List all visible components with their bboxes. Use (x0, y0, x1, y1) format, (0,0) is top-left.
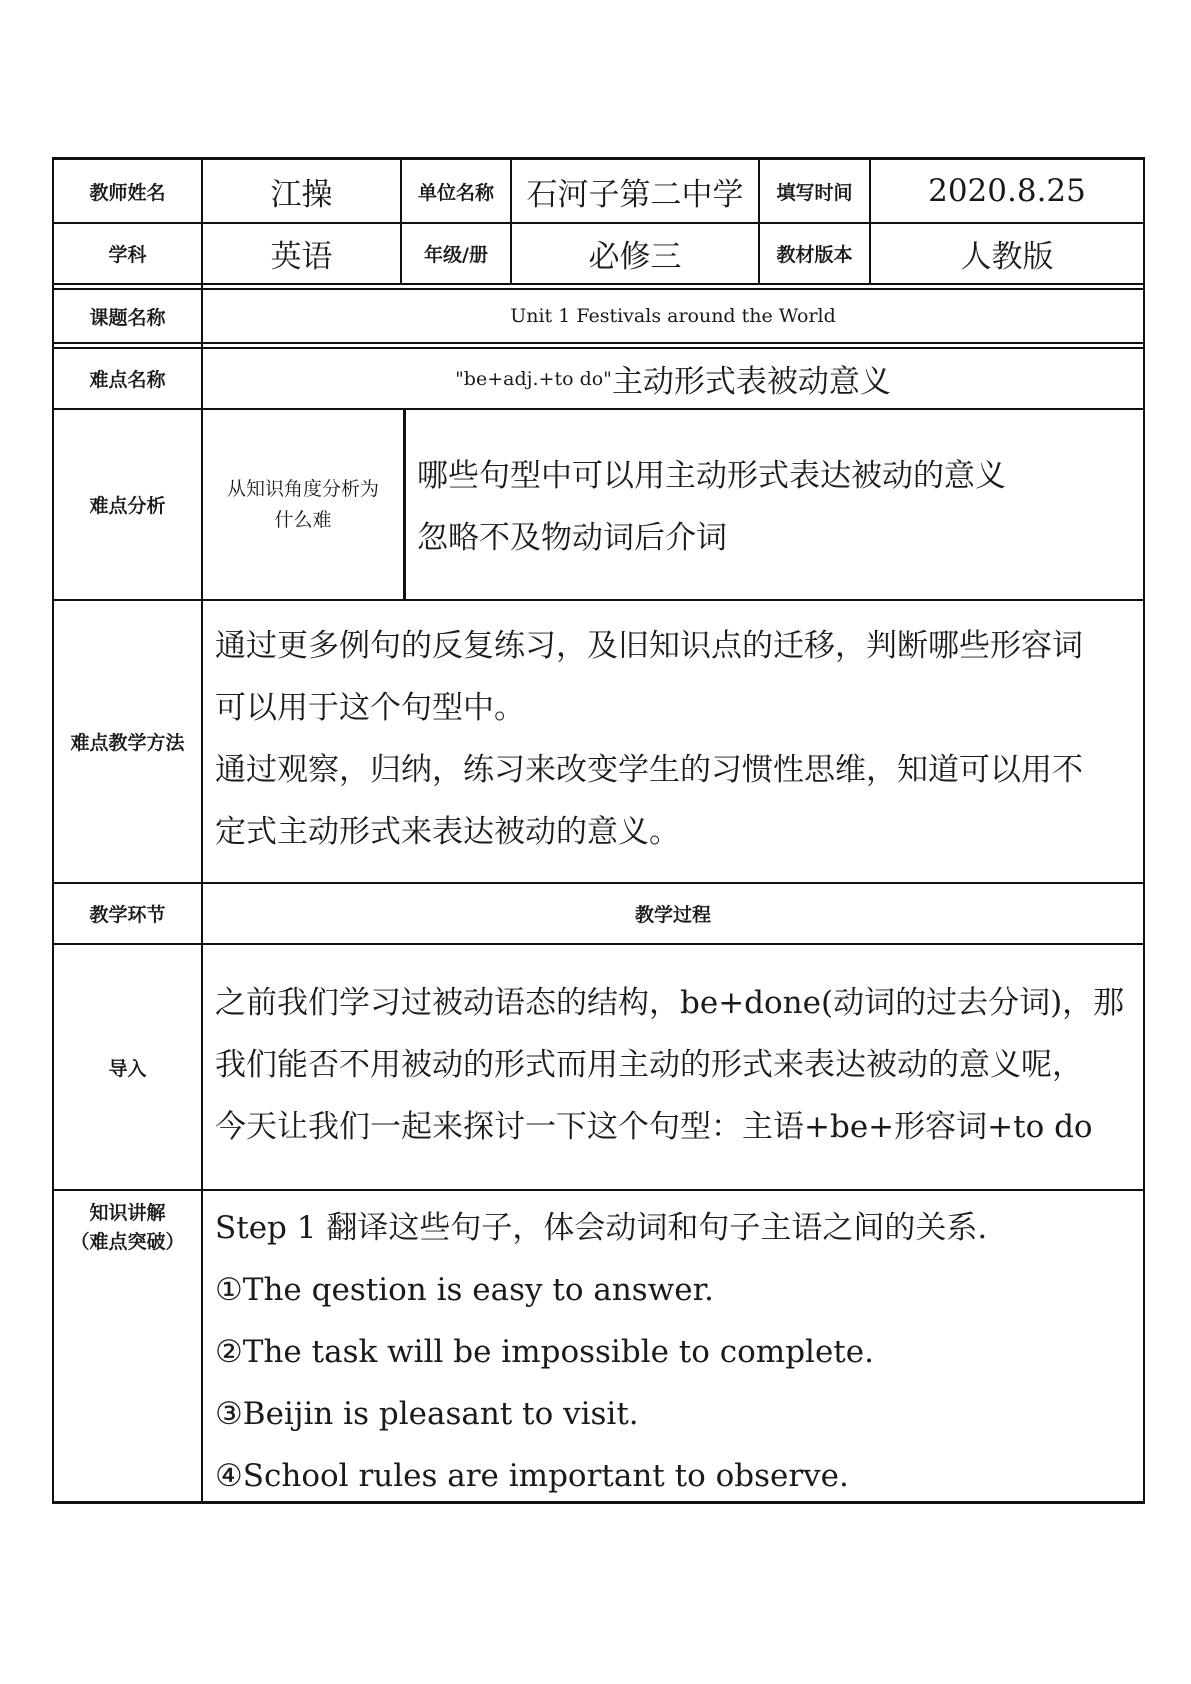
row-divider (52, 342, 1145, 344)
knowledge-line: ④School rules are important to observe. (215, 1458, 849, 1494)
knowledge-label-line2: （难点突破） (70, 1231, 185, 1253)
topic-label: 课题名称 (89, 306, 166, 329)
grade-label: 年级/册 (424, 244, 488, 266)
stage-header: 教学环节 (89, 904, 166, 926)
method-line: 通过更多例句的反复练习，及旧知识点的迁移，判断哪些形容词 (215, 628, 1083, 664)
method-line: 定式主动形式来表达被动的意义。 (215, 814, 680, 850)
grade-value: 必修三 (588, 239, 682, 275)
teacher-name-value: 江操 (270, 176, 333, 213)
method-text (215, 615, 1083, 863)
edition-label: 教材版本 (776, 244, 853, 266)
method-line: 通过观察，归纳，练习来改变学生的习惯性思维，知道可以用不 (215, 752, 1083, 788)
method-line: 可以用于这个句型中。 (215, 690, 525, 726)
unit-name-label: 单位名称 (417, 181, 494, 204)
row-divider (52, 943, 1145, 945)
knowledge-line: Step 1 翻译这些句子，体会动词和句子主语之间的关系. (215, 1210, 988, 1246)
subject-label: 学科 (108, 244, 147, 266)
difficulty-value-en: "be+adj.+to do" (455, 367, 612, 390)
intro-line: 今天让我们一起来探讨一下这个句型：主语+be+形容词+to do (215, 1109, 1093, 1145)
row-divider (52, 283, 1145, 285)
intro-label: 导入 (108, 1057, 147, 1080)
analysis-line: 忽略不及物动词后介词 (417, 520, 727, 556)
analysis-line: 哪些句型中可以用主动形式表达被动的意义 (417, 458, 1006, 494)
knowledge-label (54, 1199, 201, 1257)
unit-name-value: 石河子第二中学 (526, 176, 744, 213)
row-divider (52, 1189, 1145, 1191)
process-header: 教学过程 (634, 904, 711, 926)
fill-date-label: 填写时间 (776, 181, 853, 204)
topic-value: Unit 1 Festivals around the World (510, 305, 836, 327)
column-divider (403, 410, 406, 600)
fill-date-value: 2020.8.25 (928, 173, 1086, 209)
difficulty-value (203, 349, 1143, 408)
edition-value: 人教版 (960, 239, 1054, 275)
teacher-name-label: 教师姓名 (89, 181, 166, 204)
row-divider (52, 408, 1145, 410)
subject-value: 英语 (270, 239, 333, 275)
difficulty-value-zh: 主动形式表被动意义 (611, 364, 891, 400)
intro-line: 之前我们学习过被动语态的结构，be+done(动词的过去分词)，那 (215, 985, 1125, 1021)
knowledge-label-line1: 知识讲解 (89, 1202, 166, 1224)
knowledge-line: ②The task will be impossible to complete. (215, 1334, 874, 1370)
analysis-sub-label: 从知识角度分析为什么难 (226, 477, 379, 531)
intro-line: 我们能否不用被动的形式而用主动的形式来表达被动的意义呢， (215, 1047, 1083, 1083)
method-label: 难点教学方法 (70, 732, 185, 754)
knowledge-line: ③Beijin is pleasant to visit. (215, 1396, 639, 1432)
analysis-text (417, 445, 1006, 569)
knowledge-text (215, 1197, 987, 1507)
knowledge-line: ①The qestion is easy to answer. (215, 1272, 714, 1308)
lesson-plan-table (52, 157, 1145, 1504)
intro-text (215, 972, 1124, 1158)
analysis-label: 难点分析 (89, 495, 166, 517)
row-divider (52, 599, 1145, 601)
difficulty-label: 难点名称 (89, 369, 166, 391)
table-border-right (1143, 157, 1145, 1504)
